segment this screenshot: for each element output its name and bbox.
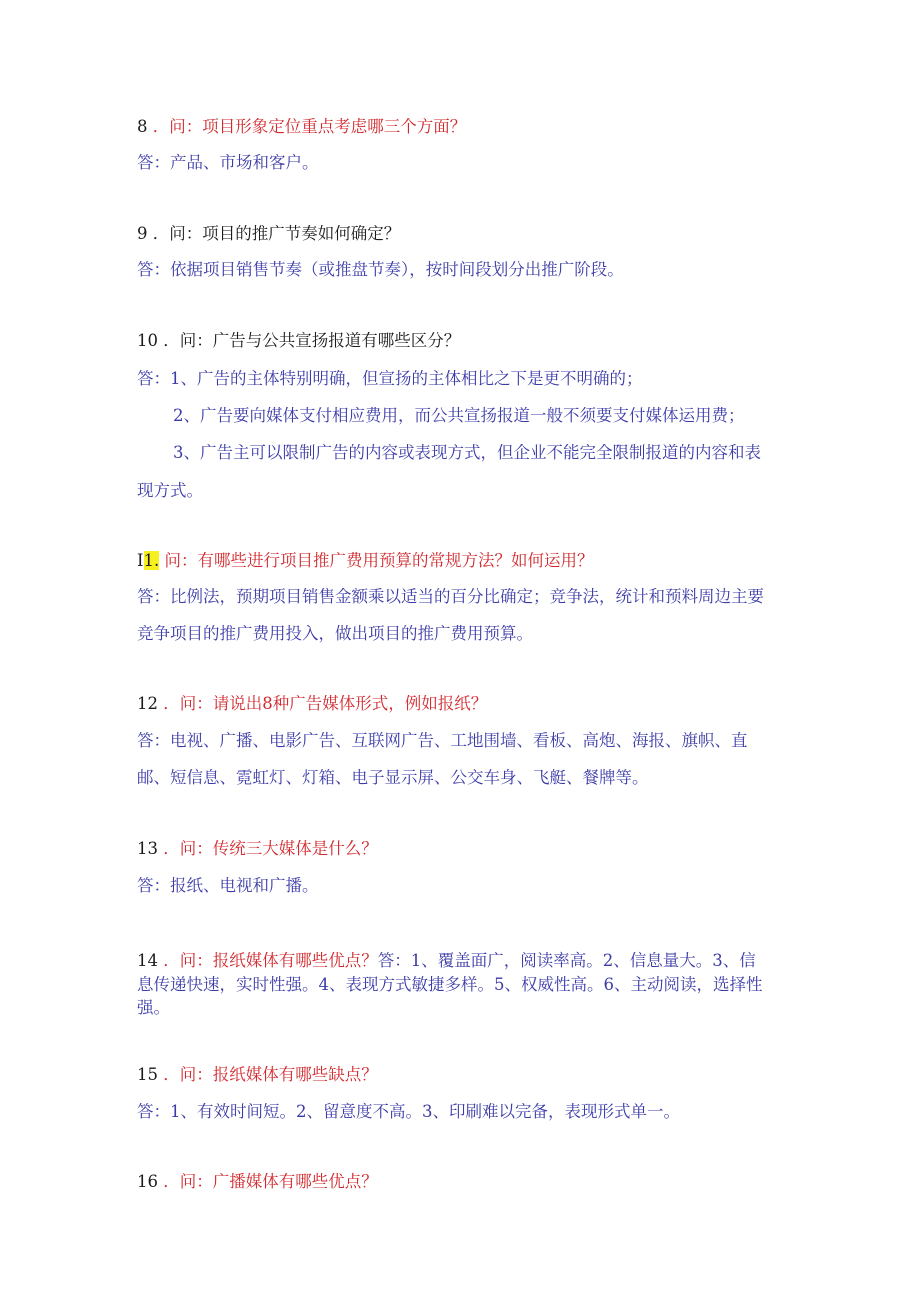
answer-15: 答：1、有效时间短。2、留意度不高。3、印刷难以完备，表现形式单一。 [137, 1102, 680, 1121]
answer-14-line-1: 答：1、覆盖面广，阅读率高。2、信息量大。3、信 [377, 951, 756, 970]
question-text: 问：有哪些进行项目推广费用预算的常规方法？如何运用？ [164, 551, 594, 570]
question-number: 9 [137, 224, 148, 243]
answer-10-line-2: 2、广告要向媒体支付相应费用，而公共宣扬报道一般不须要支付媒体运用费； [173, 406, 745, 425]
question-16 [137, 1171, 378, 1193]
question-number: 12 [137, 694, 158, 713]
answer-13: 答：报纸、电视和广播。 [137, 876, 319, 895]
question-text: ．问：广播媒体有哪些优点？ [163, 1172, 378, 1191]
question-11 [137, 550, 594, 572]
question-text: ．问：广告与公共宣扬报道有哪些区分？ [163, 331, 461, 350]
answer-11-line-2: 竞争项目的推广费用投入，做出项目的推广费用预算。 [137, 624, 533, 643]
question-10 [137, 330, 460, 352]
answer-10-line-3: 3、广告主可以限制广告的内容或表现方式，但企业不能完全限制报道的内容和表 [173, 443, 761, 462]
question-number: 16 [137, 1172, 158, 1191]
answer-12-line-1: 答：电视、广播、电影广告、互联网广告、工地围墙、看板、高炮、海报、旗帜、直 [137, 731, 748, 750]
answer-14-line-2: 息传递快速，实时性强。4、表现方式敏捷多样。5、权威性高。6、主动阅读，选择性 [137, 975, 763, 994]
question-text: ．问：传统三大媒体是什么？ [163, 839, 378, 858]
question-number: 15 [137, 1065, 158, 1084]
question-9 [137, 223, 400, 245]
answer-10-line-4: 现方式。 [137, 481, 203, 500]
question-12 [137, 693, 487, 715]
question-text: ．问：请说出8种广告媒体形式，例如报纸？ [163, 694, 488, 713]
question-8 [137, 116, 466, 138]
question-14 [137, 950, 756, 972]
question-15 [137, 1064, 378, 1086]
question-number: 8 [137, 117, 148, 136]
highlighted-number: 1. [143, 551, 160, 570]
question-text: ．问：项目的推广节奏如何确定？ [152, 224, 401, 243]
question-number: 13 [137, 839, 158, 858]
question-number: 14 [137, 951, 158, 970]
answer-11-line-1: 答：比例法，预期项目销售金额乘以适当的百分比确定；竞争法，统计和预料周边主要 [137, 587, 764, 606]
question-text: ．问：报纸媒体有哪些优点？ [163, 951, 378, 970]
answer-10-line-1: 答：1、广告的主体特别明确，但宣扬的主体相比之下是更不明确的； [137, 369, 643, 388]
question-13 [137, 838, 378, 860]
question-text: ．问：项目形象定位重点考虑哪三个方面？ [152, 117, 467, 136]
question-number: 10 [137, 331, 158, 350]
answer-14-line-3: 强。 [137, 998, 170, 1017]
question-number-prefix: I [137, 551, 144, 570]
answer-8: 答：产品、市场和客户。 [137, 153, 319, 172]
question-text: ．问：报纸媒体有哪些缺点？ [163, 1065, 378, 1084]
answer-9: 答：依据项目销售节奏（或推盘节奏），按时间段划分出推广阶段。 [137, 260, 624, 279]
answer-12-line-2: 邮、短信息、霓虹灯、灯箱、电子显示屏、公交车身、飞艇、餐牌等。 [137, 768, 649, 787]
